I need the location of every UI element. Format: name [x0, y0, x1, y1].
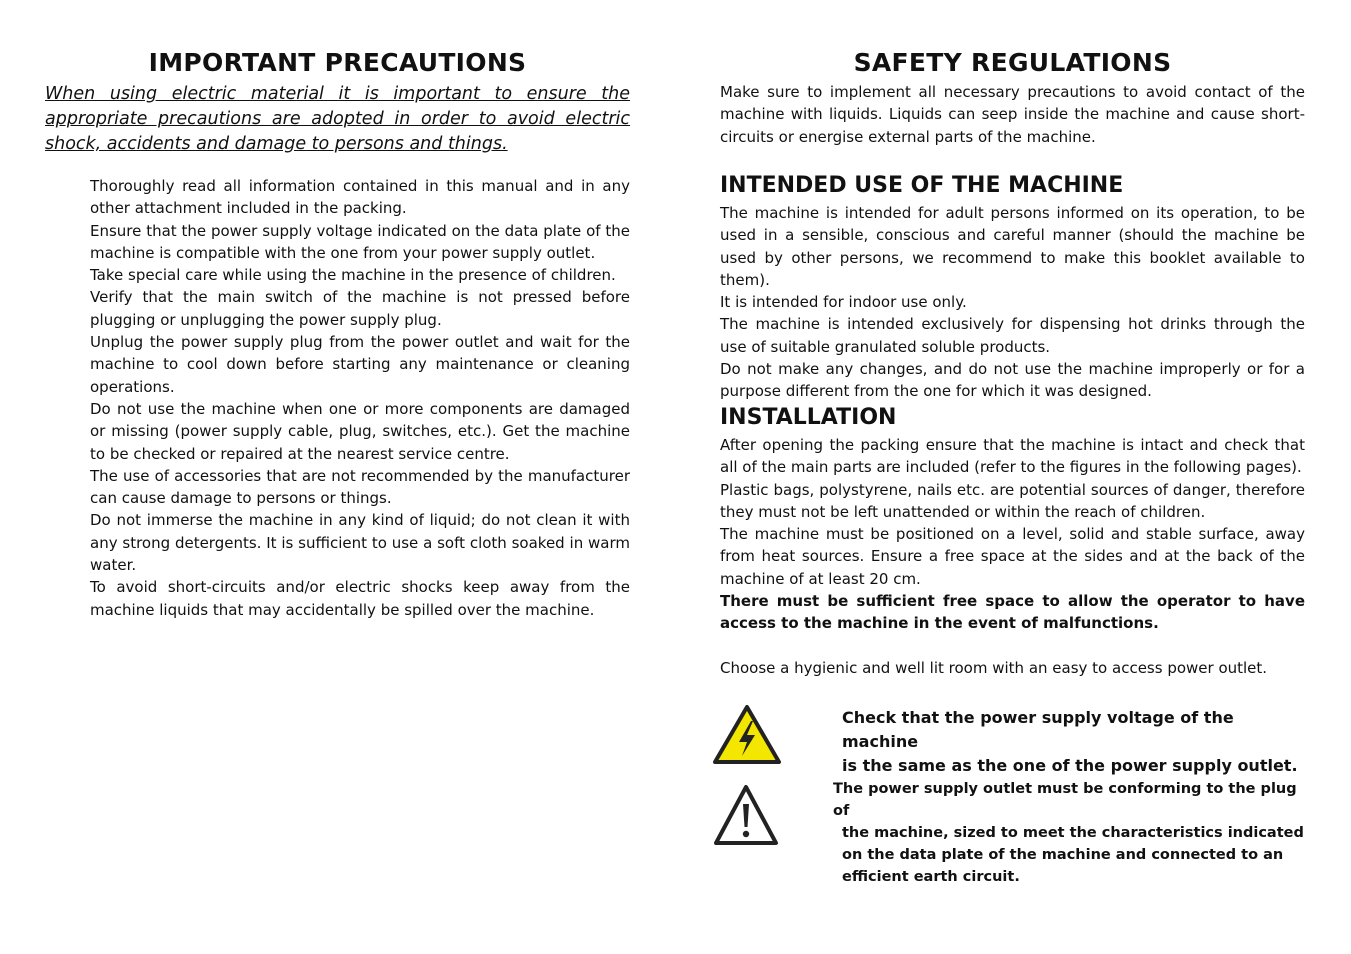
outlet-warning-line: on the data plate of the machine and connected to an [842, 847, 1284, 863]
list-item: Ensure that the power supply voltage indicated on the data plate of the machine is compatible with the one from your power supply outlet. [90, 221, 630, 262]
outlet-warning-text [833, 778, 1305, 888]
intended-p4: Do not make any changes, and do not use the machine improperly or for a purpose different from the one for which it was designed. [720, 360, 1305, 401]
list-item: Unplug the power supply plug from the power outlet and wait for the machine to cool down before starting any maintenance or cleaning operations. [90, 333, 630, 396]
precautions-intro: When using electric material it is important to ensure the appropriate precautions are adopted in order to avoid electric shock, accidents and damage to persons and things. [45, 84, 630, 154]
intended-p1: The machine is intended for adult persons informed on its operation, to be used in a sensible, conscious and careful manner (should the machine be used by other persons, we recommend to make this booklet available to them). [720, 204, 1305, 289]
list-item: Take special care while using the machine in the presence of children. [90, 266, 616, 285]
outlet-warning-line: efficient earth circuit. [842, 869, 1020, 885]
installation-p3: The machine must be positioned on a level, solid and stable surface, away from heat sources. Ensure a free space at the sides and at the back of the machine of at least 20 cm. [720, 525, 1305, 588]
installation-section [720, 434, 1305, 679]
intended-use-section [720, 202, 1305, 403]
installation-p5: Choose a hygienic and well lit room with an easy to access power outlet. [720, 658, 1268, 677]
voltage-warning-line: Check that the power supply voltage of the machine [842, 708, 1234, 751]
list-item: The use of accessories that are not recommended by the manufacturer can cause damage to persons or things. [90, 466, 630, 508]
safety-text: Make sure to implement all necessary precautions to avoid contact of the machine with liquids. Liquids can seep inside the machine and cause short-circuits or energise external parts of the machine. [720, 83, 1305, 146]
intended-p2: It is intended for indoor use only. [720, 293, 967, 312]
installation-p4: There must be sufficient free space to allow the operator to have access to the machine in the event of malfunctions. [720, 592, 1305, 633]
outlet-warning-line: The power supply outlet must be conforming to the plug of [833, 781, 1297, 819]
electric-hazard-icon [712, 704, 782, 766]
precautions-list [90, 175, 630, 621]
intended-p3: The machine is intended exclusively for dispensing hot drinks through the use of suitable granulated soluble products. [720, 315, 1305, 356]
installation-heading: INSTALLATION [720, 405, 897, 430]
safety-section [720, 81, 1305, 148]
intended-use-heading: INTENDED USE OF THE MACHINE [720, 173, 1124, 198]
voltage-warning-line: is the same as the one of the power supply outlet. [842, 756, 1298, 775]
list-item: To avoid short-circuits and/or electric shocks keep away from the machine liquids that may accidentally be spilled over the machine. [90, 578, 630, 619]
list-item: Verify that the main switch of the machine is not pressed before plugging or unplugging the power supply plug. [90, 288, 630, 329]
precautions-title: IMPORTANT PRECAUTIONS [148, 48, 527, 77]
outlet-warning-line: the machine, sized to meet the characteristics indicated [842, 825, 1304, 841]
safety-title: SAFETY REGULATIONS [853, 48, 1172, 77]
installation-p2: Plastic bags, polystyrene, nails etc. are potential sources of danger, therefore they must not be left unattended or within the reach of children. [720, 480, 1305, 521]
exclamation-warning-icon [712, 782, 780, 848]
installation-p1: After opening the packing ensure that the machine is intact and check that all of the main parts are included (refer to the figures in the following pages). [720, 436, 1305, 477]
list-item: Thoroughly read all information contained in this manual and in any other attachment included in the packing. [90, 177, 630, 218]
list-item: Do not use the machine when one or more components are damaged or missing (power supply cable, plug, switches, etc.). Get the machine to be checked or repaired at the nearest service centre. [90, 399, 630, 463]
list-item: Do not immerse the machine in any kind of liquid; do not clean it with any strong detergents. It is sufficient to use a soft cloth soaked in warm water. [90, 511, 630, 575]
voltage-warning-text [842, 706, 1305, 778]
